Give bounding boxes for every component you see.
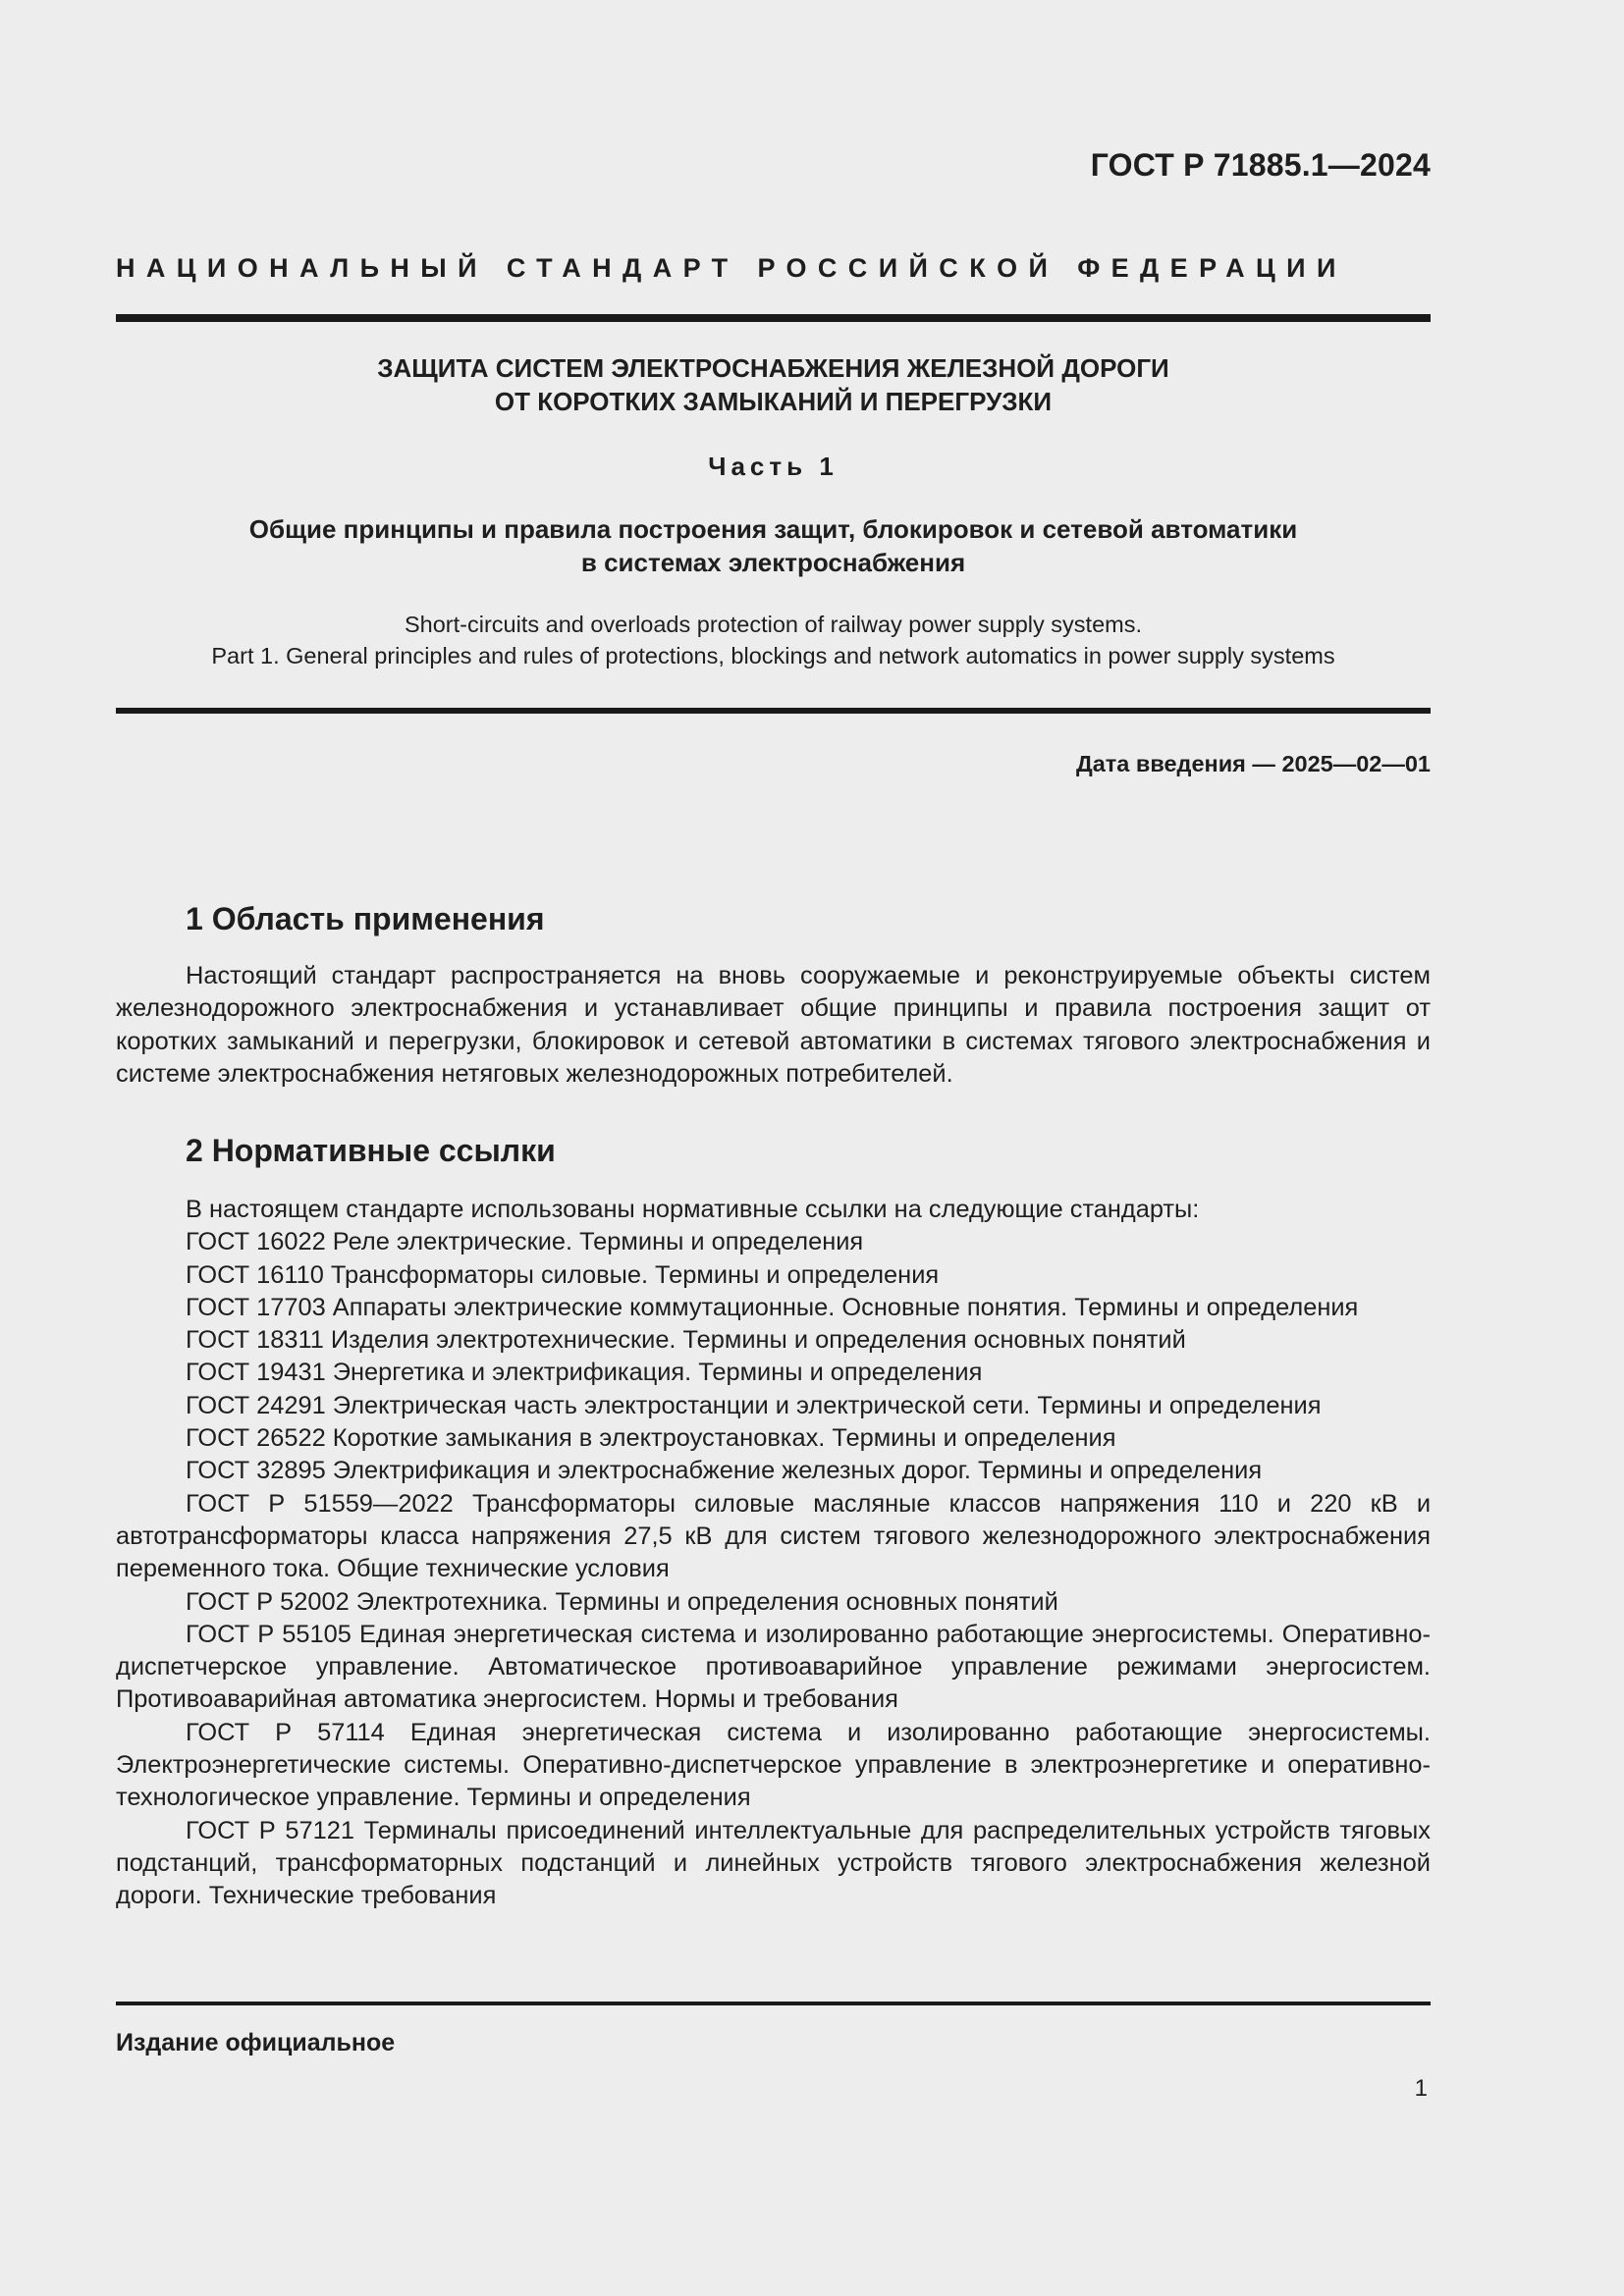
introduction-date: Дата введения — 2025—02—01 bbox=[1075, 751, 1431, 776]
document-subtitle bbox=[116, 512, 1431, 579]
english-title-line-1: Short-circuits and overloads protection of railway power supply systems. bbox=[404, 612, 1142, 637]
reference-item: ГОСТ 19431 Энергетика и электрификация. Термины и определения bbox=[186, 1359, 983, 1387]
official-edition-label: Издание официальное bbox=[116, 2029, 396, 2056]
english-title bbox=[116, 609, 1431, 671]
reference-item: ГОСТ Р 55105 Единая энергетическая система и изолированно работающие энергосистемы. Оперативно-диспетчерское управление. Автоматическое противоаварийное управление режимами энергосистем. Противоаварийная автоматика энергосистем. Нормы и требования bbox=[116, 1620, 1431, 1714]
subtitle-line-1: Общие принципы и правила построения защит, блокировок и сетевой автоматики bbox=[248, 514, 1298, 544]
reference-item: ГОСТ Р 57121 Терминалы присоединений интеллектуальные для распределительных устройств тяговых подстанций, трансформаторных подстанций и линейных устройств тягового электроснабжения железной дороги. Технические требования bbox=[116, 1816, 1431, 1910]
reference-item: ГОСТ Р 51559—2022 Трансформаторы силовые масляные классов напряжения 110 и 220 кВ и автотрансформаторы класса напряжения 27,5 кВ для систем тягового железнодорожного электроснабжения переменного тока. Общие технические условия bbox=[116, 1489, 1431, 1583]
document-number: ГОСТ Р 71885.1—2024 bbox=[1090, 147, 1431, 183]
part-label: Часть 1 bbox=[708, 452, 839, 481]
references-intro: В настоящем стандарте использованы нормативные ссылки на следующие стандарты: bbox=[186, 1196, 1200, 1223]
subtitle-line-2: в системах электроснабжения bbox=[580, 548, 966, 577]
document-title bbox=[116, 351, 1431, 418]
top-thick-rule bbox=[116, 314, 1431, 322]
title-line-2: ОТ КОРОТКИХ ЗАМЫКАНИЙ И ПЕРЕГРУЗКИ bbox=[494, 387, 1053, 416]
reference-item: ГОСТ 32895 Электрификация и электроснабжение железных дорог. Термины и определения bbox=[186, 1457, 1263, 1485]
section-1-heading: 1 Область применения bbox=[186, 901, 545, 936]
title-line-1: ЗАЩИТА СИСТЕМ ЭЛЕКТРОСНАБЖЕНИЯ ЖЕЛЕЗНОЙ ДОРОГИ bbox=[377, 353, 1169, 383]
section-1-body bbox=[116, 960, 1431, 1091]
national-standard-banner: НАЦИОНАЛЬНЫЙ СТАНДАРТ РОССИЙСКОЙ ФЕДЕРАЦИИ bbox=[116, 253, 1347, 283]
page-number: 1 bbox=[1414, 2075, 1428, 2102]
reference-item: ГОСТ 17703 Аппараты электрические коммутационные. Основные понятия. Термины и определения bbox=[186, 1293, 1359, 1321]
reference-item: ГОСТ 24291 Электрическая часть электростанции и электрической сети. Термины и определения bbox=[186, 1391, 1322, 1419]
english-title-line-2: Part 1. General principles and rules of protections, blockings and network automatics in power supply systems bbox=[211, 643, 1335, 668]
title-bottom-rule bbox=[116, 708, 1431, 714]
reference-item: ГОСТ 26522 Короткие замыкания в электроустановках. Термины и определения bbox=[186, 1424, 1116, 1453]
reference-item: ГОСТ Р 57114 Единая энергетическая система и изолированно работающие энергосистемы. Электроэнергетические системы. Оперативно-диспетчерское управление в электроэнергетике и оперативно-технологическое управление. Термины и определения bbox=[116, 1718, 1431, 1812]
reference-item: ГОСТ 18311 Изделия электротехнические. Термины и определения основных понятий bbox=[186, 1326, 1186, 1355]
normative-references bbox=[116, 1194, 1431, 1913]
reference-item: ГОСТ Р 52002 Электротехника. Термины и определения основных понятий bbox=[186, 1587, 1058, 1616]
section-2-heading: 2 Нормативные ссылки bbox=[186, 1133, 556, 1168]
scope-paragraph: Настоящий стандарт распространяется на вновь сооружаемые и реконструируемые объекты систем железнодорожного электроснабжения и устанавливает общие принципы и правила построения защит от коротких замыканий и перегрузки, блокировок и сетевой автоматики в системах тягового электроснабжения и системе электроснабжения нетяговых железнодорожных потребителей. bbox=[116, 962, 1431, 1088]
reference-item: ГОСТ 16110 Трансформаторы силовые. Термины и определения bbox=[186, 1260, 940, 1289]
reference-item: ГОСТ 16022 Реле электрические. Термины и определения bbox=[186, 1228, 864, 1256]
footer-rule bbox=[116, 2002, 1431, 2005]
